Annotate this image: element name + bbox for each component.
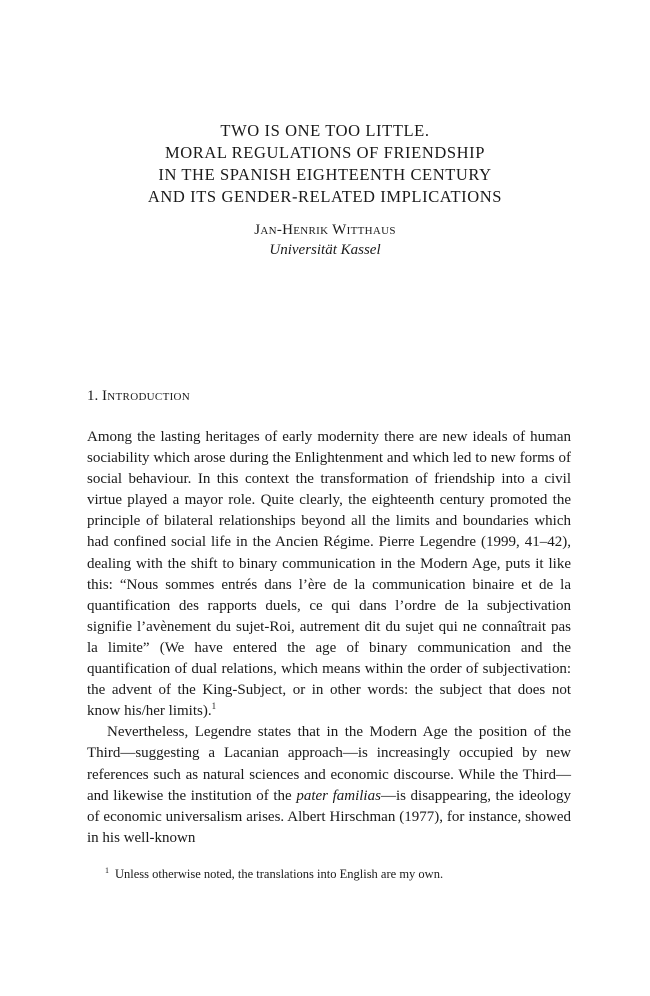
paragraph-text: Among the lasting heritages of early modernity there are new ideals of human sociability which arose during the Enlightenment and which led to new forms of social behaviour. In this context the transformation of friendship into a civil virtue played a mayor role. Quite clearly, the eighteenth century promoted the principle of bilateral relationships beyond all the limits and boundaries which had confined social life in the Ancien Régime. Pierre Legendre (1999, 41–42), dealing with the shift to binary communication in the Modern Age, puts it like this: “Nous sommes entrés dans l’ère de la communication binaire et de la quantification des rapports duels, ce qui dans l’ordre de la subjectivation signifie l’avènement du sujet-Roi, autrement dit du sujet qui ne connaîtrait pas la limite” (We have entered the age of binary communication and the quantification of dual relations, which means within the order of subjectivation: the advent of the King-Subject, or in other words: the subject that does not know his/her limits). xyxy=(87,429,571,720)
title-line: AND ITS GENDER-RELATED IMPLICATIONS xyxy=(147,187,503,206)
footnote-reference[interactable]: 1 xyxy=(211,701,217,712)
section-number: 1. xyxy=(87,388,99,404)
title-line: TWO IS ONE TOO LITTLE. xyxy=(220,121,430,140)
title-line: IN THE SPANISH EIGHTEENTH CENTURY xyxy=(158,165,492,184)
footnote-number: 1 xyxy=(105,865,109,875)
author-name: Jan-Henrik Witthaus xyxy=(254,222,396,238)
author-block xyxy=(0,220,650,260)
paragraph-text: —is disappearing, the ideology of economic universalism arises. Albert Hirschman (1977), for instance, showed in his well-known xyxy=(87,787,571,846)
author-affiliation: Universität Kassel xyxy=(269,242,381,258)
footnote-text: Unless otherwise noted, the translations into English are my own. xyxy=(115,867,444,881)
paragraph xyxy=(87,722,571,849)
body-text xyxy=(87,427,571,849)
paragraph-text: Nevertheless, Legendre states that in the Modern Age the position of the Third—suggesting a Lacanian approach—is increasingly occupied by new references such as natural sciences and economic discourse. While the Third—and likewise the institution of the xyxy=(87,724,571,804)
article-title xyxy=(0,120,650,208)
footnote xyxy=(105,866,571,882)
title-line: MORAL REGULATIONS OF FRIENDSHIP xyxy=(164,143,486,162)
italic-term: pater familias xyxy=(296,787,381,804)
section-title: Introduction xyxy=(102,388,191,404)
paragraph xyxy=(87,427,571,722)
section-heading xyxy=(87,386,190,406)
